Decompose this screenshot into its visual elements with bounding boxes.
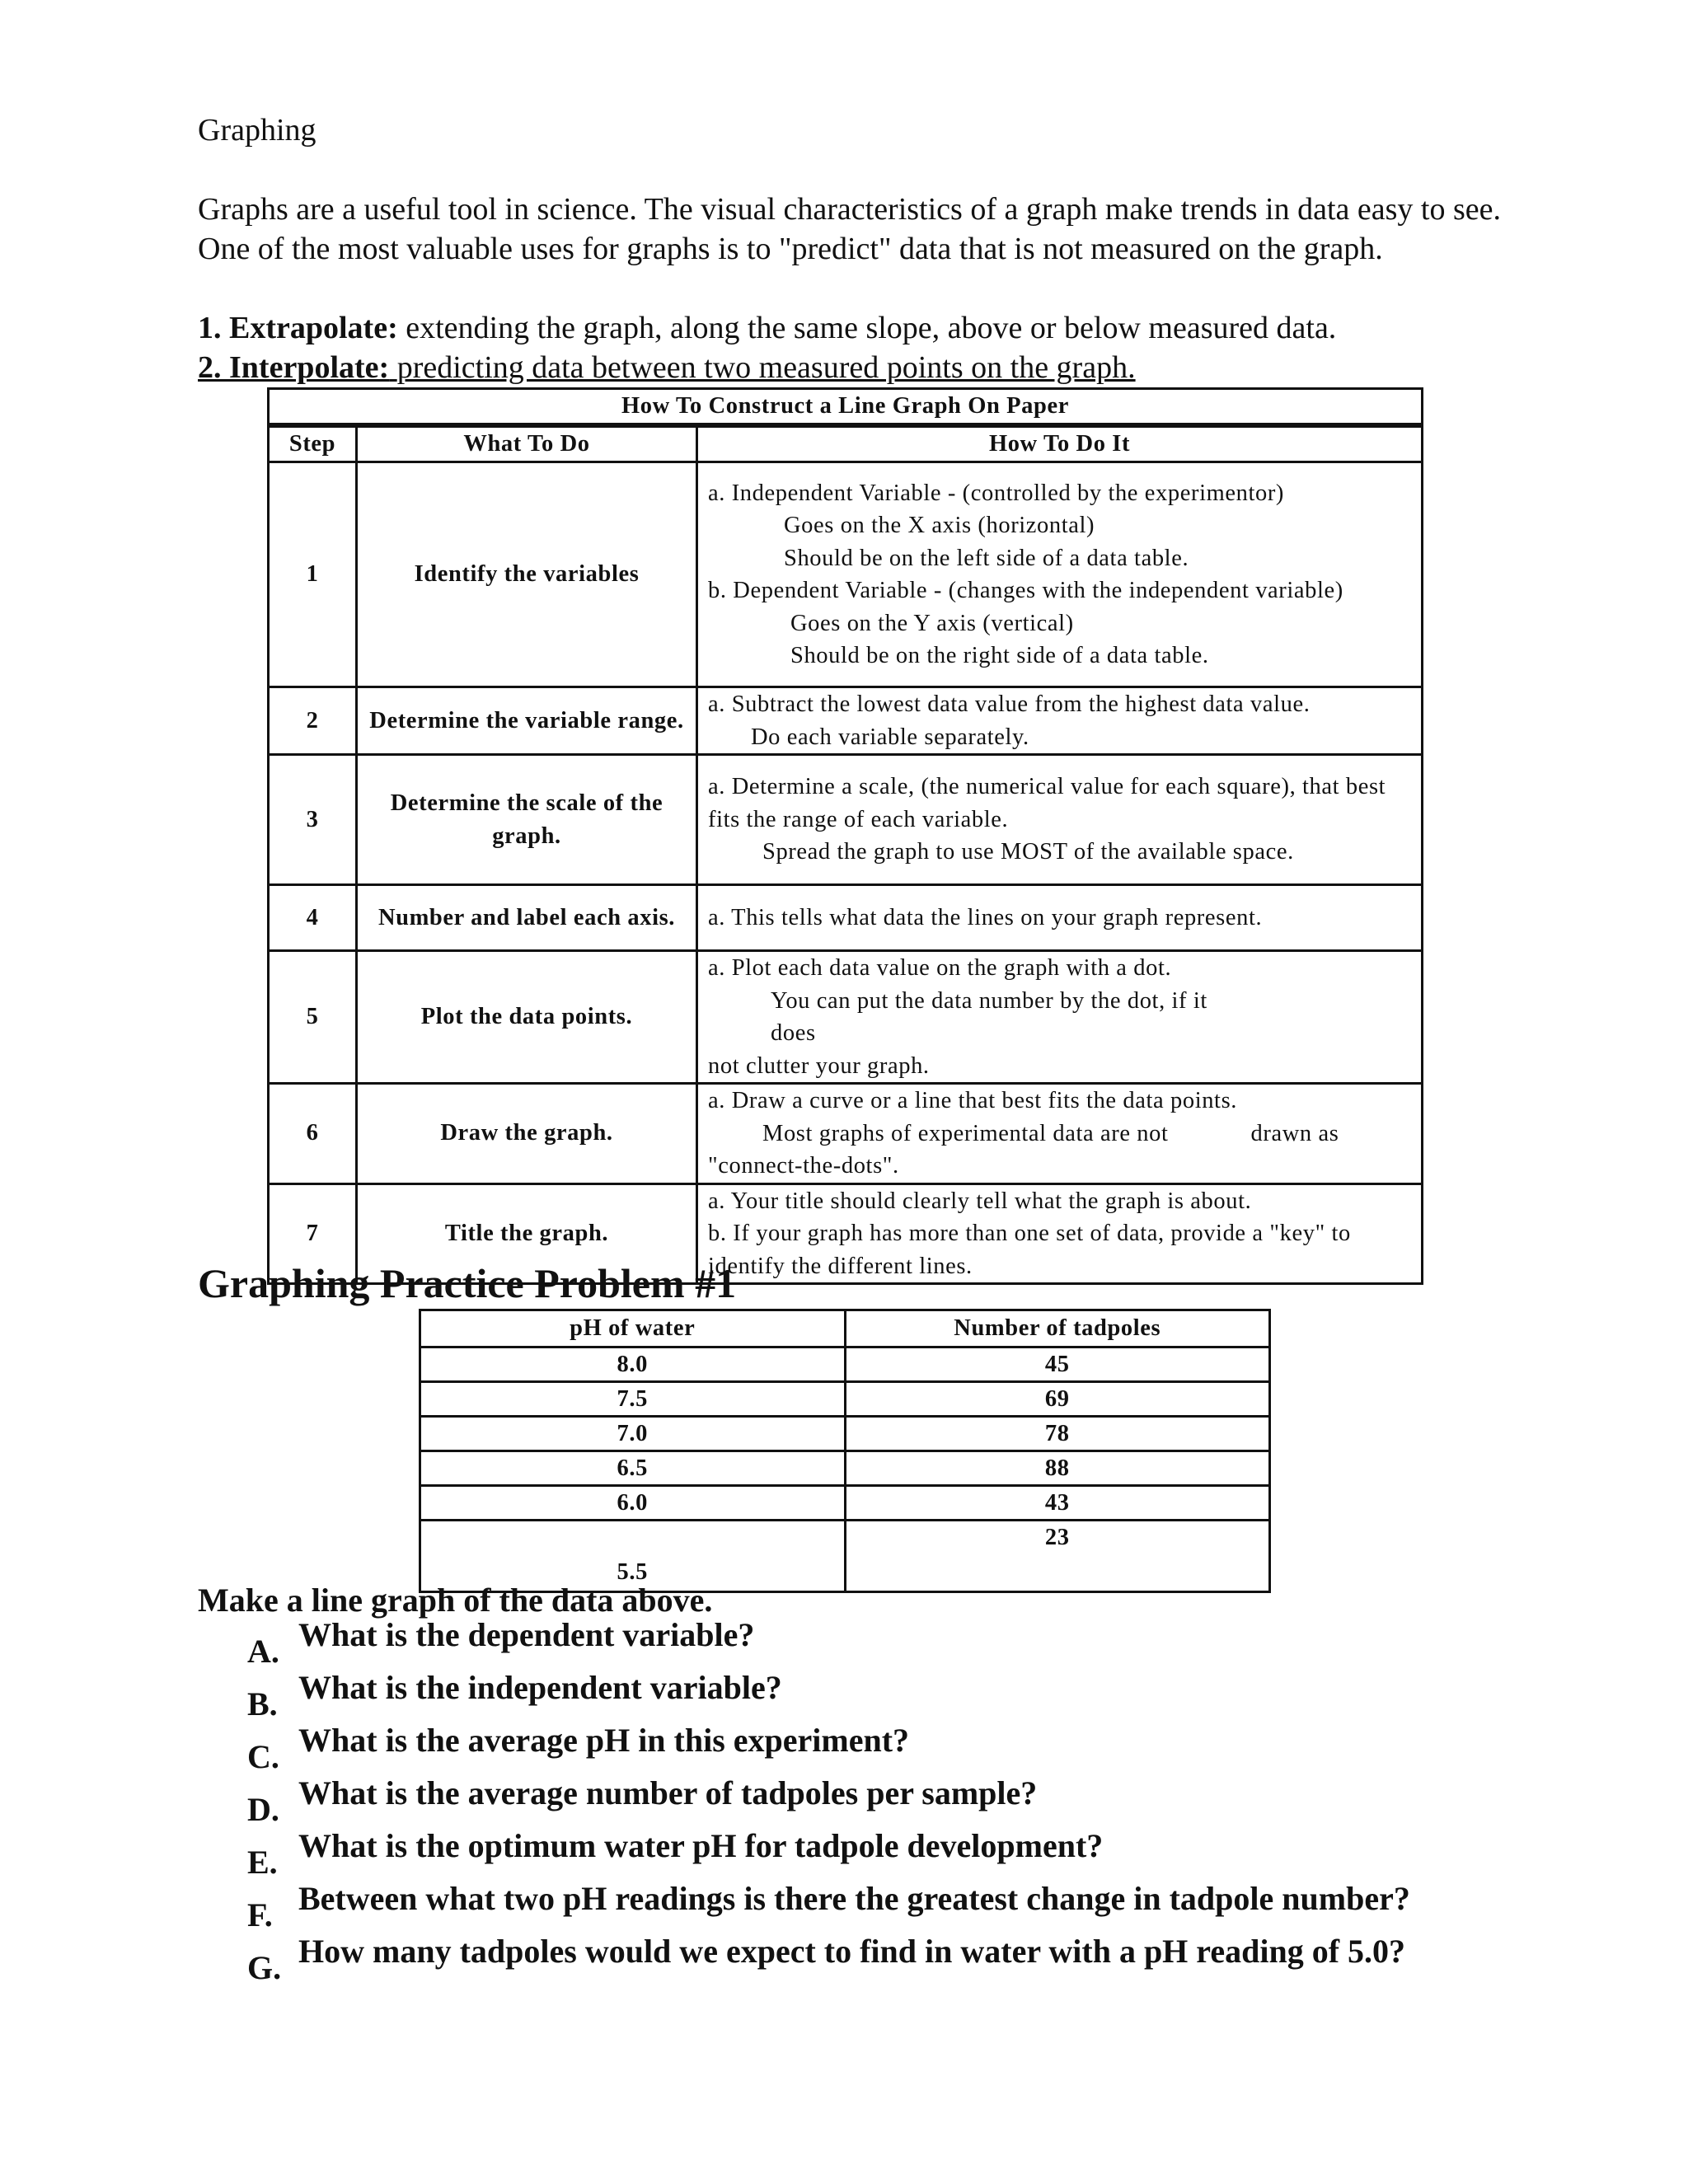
table-row bbox=[269, 885, 1423, 951]
table-row bbox=[269, 1084, 1423, 1184]
question-text: How many tadpoles would we expect to find in water with a pH reading of 5.0? bbox=[298, 1933, 1406, 1970]
question-text: Between what two pH readings is there the greatest change in tadpole number? bbox=[298, 1880, 1410, 1917]
column-header-tadpoles: Number of tadpoles bbox=[845, 1310, 1270, 1347]
tadpole-cell: 88 bbox=[845, 1451, 1270, 1486]
step-how bbox=[697, 1183, 1423, 1284]
ph-cell: 5.5 bbox=[420, 1521, 846, 1592]
ph-cell: 6.5 bbox=[420, 1451, 846, 1486]
how-line bbox=[708, 1118, 1413, 1151]
question bbox=[198, 1615, 1599, 1668]
how-line: a. Subtract the lowest data value from the highest data value. bbox=[708, 691, 1311, 717]
how-line: Do each variable separately. bbox=[751, 724, 1029, 750]
question-text: What is the average number of tadpoles per sample? bbox=[298, 1774, 1038, 1811]
table-row bbox=[420, 1347, 1270, 1382]
how-line: b. If your graph has more than one set of data, provide a "key" to identify the different lines. bbox=[708, 1221, 1351, 1279]
step-what: Title the graph. bbox=[357, 1183, 697, 1284]
question bbox=[198, 1774, 1599, 1826]
ph-cell: 7.0 bbox=[420, 1417, 846, 1451]
question-text: What is the dependent variable? bbox=[298, 1616, 755, 1653]
step-what: Determine the scale of the graph. bbox=[357, 755, 697, 885]
ph-cell: 8.0 bbox=[420, 1347, 846, 1382]
step-how bbox=[697, 951, 1423, 1084]
definition-text: predicting data between two measured points on the graph. bbox=[396, 350, 1136, 385]
how-line: a. Your title should clearly tell what the graph is about. bbox=[708, 1188, 1252, 1214]
how-line: Should be on the left side of a data table. bbox=[784, 545, 1189, 571]
definition-term: Interpolate: bbox=[229, 350, 390, 385]
step-how bbox=[697, 1084, 1423, 1184]
table-row bbox=[269, 462, 1423, 687]
question-text: What is the optimum water pH for tadpole development? bbox=[298, 1827, 1104, 1864]
question-letter: F. bbox=[247, 1896, 273, 1933]
practice-title: Graphing Practice Problem #1 bbox=[198, 1260, 737, 1306]
table-row bbox=[269, 755, 1423, 885]
table-caption: How To Construct a Line Graph On Paper bbox=[269, 389, 1423, 426]
table-row bbox=[420, 1486, 1270, 1521]
question bbox=[198, 1668, 1599, 1721]
step-what: Identify the variables bbox=[357, 462, 697, 687]
step-number: 7 bbox=[269, 1183, 357, 1284]
question-letter: E. bbox=[247, 1844, 278, 1881]
step-number: 6 bbox=[269, 1084, 357, 1184]
tadpole-cell: 78 bbox=[845, 1417, 1270, 1451]
question-letter: B. bbox=[247, 1685, 278, 1722]
how-line: b. Dependent Variable - (changes with the independent variable) bbox=[708, 578, 1343, 603]
intro-paragraph: Graphs are a useful tool in science. The visual characteristics of a graph make trends in data easy to see. One of the most valuable uses for graphs is to "predict" data that is not measured on the graph. bbox=[198, 192, 1501, 266]
table-row bbox=[420, 1451, 1270, 1486]
step-number: 1 bbox=[269, 462, 357, 687]
how-line bbox=[708, 985, 1413, 1050]
step-how bbox=[697, 755, 1423, 885]
how-line-part: does bbox=[771, 1020, 816, 1046]
how-line-part: Most graphs of experimental data are not bbox=[762, 1120, 1169, 1146]
how-line: not clutter your graph. bbox=[708, 1052, 930, 1079]
how-line-part: You can put the data number by the dot, if it bbox=[771, 987, 1207, 1014]
table-row bbox=[269, 687, 1423, 755]
how-line: a. Determine a scale, (the numerical value for each square), that best fits the range of each variable. bbox=[708, 774, 1386, 832]
question-letter: C. bbox=[247, 1738, 279, 1775]
page-title: Graphing bbox=[198, 113, 316, 148]
definition-number: 2. bbox=[198, 350, 222, 385]
step-how bbox=[697, 687, 1423, 755]
question bbox=[198, 1932, 1599, 1985]
steps-table bbox=[267, 387, 1423, 1285]
step-number: 2 bbox=[269, 687, 357, 755]
step-how bbox=[697, 462, 1423, 687]
question bbox=[198, 1826, 1599, 1879]
table-row bbox=[420, 1382, 1270, 1417]
tadpole-cell: 23 bbox=[845, 1521, 1270, 1592]
definition-number: 1. bbox=[198, 311, 222, 345]
column-header-ph: pH of water bbox=[420, 1310, 846, 1347]
step-number: 4 bbox=[269, 885, 357, 951]
definition-text: extending the graph, along the same slope, above or below measured data. bbox=[406, 311, 1337, 345]
step-what: Draw the graph. bbox=[357, 1084, 697, 1184]
definition-interpolate bbox=[198, 348, 1136, 387]
how-line: "connect-the-dots". bbox=[708, 1153, 899, 1179]
table-row bbox=[269, 951, 1423, 1084]
ph-cell: 6.0 bbox=[420, 1486, 846, 1521]
step-what: Plot the data points. bbox=[357, 951, 697, 1084]
how-line: Goes on the X axis (horizontal) bbox=[784, 513, 1095, 538]
how-line: Should be on the right side of a data table. bbox=[790, 643, 1209, 668]
column-header-how: How To Do It bbox=[697, 425, 1423, 462]
question-letter: G. bbox=[247, 1949, 282, 1986]
column-header-what: What To Do bbox=[357, 425, 697, 462]
step-number: 5 bbox=[269, 951, 357, 1084]
question-letter: A. bbox=[247, 1633, 279, 1670]
how-line: a. Draw a curve or a line that best fits the data points. bbox=[708, 1088, 1237, 1113]
step-how: a. This tells what data the lines on your graph represent. bbox=[697, 885, 1423, 951]
step-what: Number and label each axis. bbox=[357, 885, 697, 951]
step-number: 3 bbox=[269, 755, 357, 885]
how-line: a. Plot each data value on the graph with a dot. bbox=[708, 955, 1172, 981]
instruction: Make a line graph of the data above. bbox=[198, 1582, 713, 1619]
question-text: What is the independent variable? bbox=[298, 1669, 782, 1706]
step-what: Determine the variable range. bbox=[357, 687, 697, 755]
question bbox=[198, 1721, 1599, 1774]
tadpole-cell: 45 bbox=[845, 1347, 1270, 1382]
question bbox=[198, 1879, 1599, 1932]
tadpole-cell: 69 bbox=[845, 1382, 1270, 1417]
table-row bbox=[420, 1417, 1270, 1451]
data-table bbox=[419, 1309, 1271, 1593]
how-line: a. Independent Variable - (controlled by the experimentor) bbox=[708, 480, 1285, 506]
column-header-step: Step bbox=[269, 425, 357, 462]
question-letter: D. bbox=[247, 1791, 279, 1828]
how-line-part: drawn as bbox=[1250, 1120, 1339, 1146]
tadpole-cell: 43 bbox=[845, 1486, 1270, 1521]
ph-cell: 7.5 bbox=[420, 1382, 846, 1417]
how-line: Spread the graph to use MOST of the available space. bbox=[762, 839, 1294, 865]
question-text: What is the average pH in this experiment? bbox=[298, 1722, 910, 1759]
definition-extrapolate bbox=[198, 308, 1336, 348]
definition-term: Extrapolate: bbox=[229, 311, 398, 345]
how-line: Goes on the Y axis (vertical) bbox=[790, 610, 1074, 636]
